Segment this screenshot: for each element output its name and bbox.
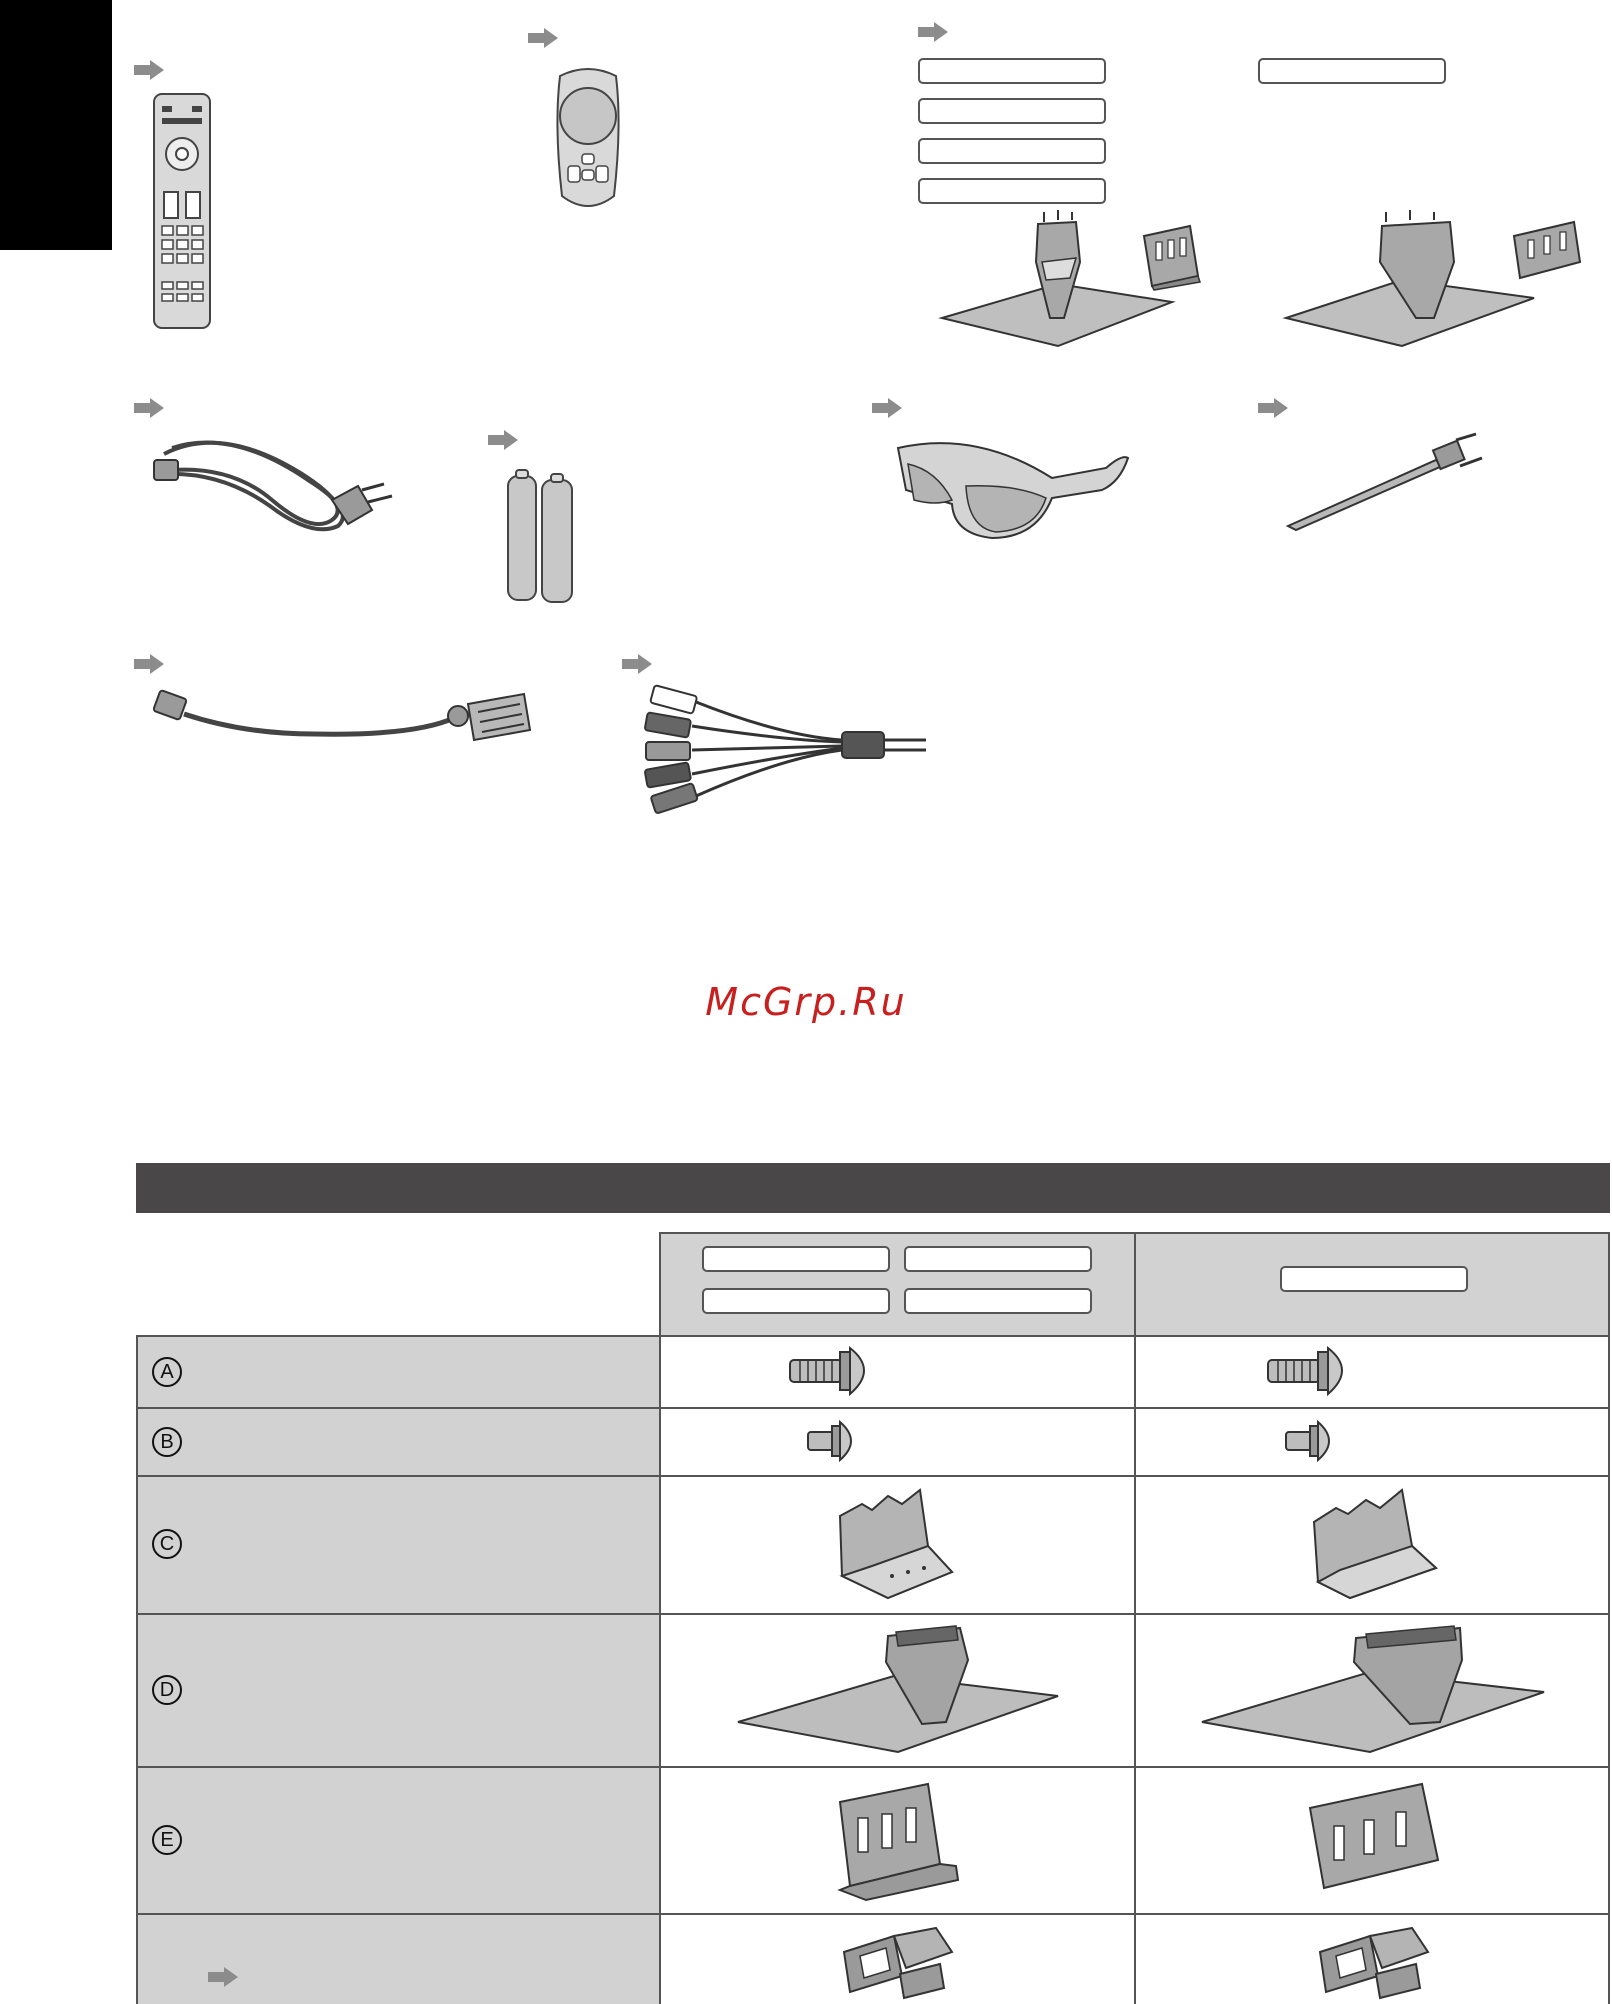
pedestal-d-icon: [736, 1626, 1066, 1756]
screw-a-icon: [788, 1344, 878, 1396]
row-letter-e: E: [152, 1825, 182, 1855]
av-adaptor-icon: [642, 686, 932, 818]
arrow-icon: [622, 654, 654, 674]
model-label-box: [918, 58, 1106, 84]
cover-e-icon: [836, 1780, 962, 1904]
cable-clamp-icon: [1316, 1922, 1436, 2002]
pedestal-cover-icon: [1138, 222, 1204, 288]
mains-lead-icon: [152, 430, 396, 546]
model-label-box: [702, 1288, 890, 1314]
watermark-text: McGrp.Ru: [705, 980, 907, 1024]
arrow-icon: [918, 22, 950, 42]
cover-e-icon: [1306, 1780, 1448, 1898]
model-label-box: [1258, 58, 1446, 84]
scart-adaptor-icon: [154, 690, 534, 762]
touch-pad-icon: [550, 66, 626, 214]
model-label-box: [702, 1246, 890, 1272]
row-letter-d: D: [152, 1675, 182, 1705]
arrow-icon: [134, 60, 166, 80]
row-letter-a: A: [152, 1357, 182, 1387]
arrow-icon: [208, 1967, 240, 1987]
screw-b-icon: [1284, 1420, 1344, 1464]
model-label-box: [1280, 1266, 1468, 1292]
table-header-bar: [136, 1163, 1610, 1213]
arrow-icon: [488, 430, 520, 450]
row-letter-c: C: [152, 1529, 182, 1559]
screw-a-icon: [1266, 1344, 1356, 1396]
model-label-box: [918, 138, 1106, 164]
remote-control-icon: [152, 92, 214, 332]
model-label-box: [918, 178, 1106, 204]
parts-table: [136, 1232, 1610, 2004]
pedestal-d-icon: [1200, 1626, 1550, 1756]
bracket-c-icon: [1310, 1486, 1440, 1606]
label-column: [136, 1336, 660, 2004]
model-label-box: [904, 1288, 1092, 1314]
arrow-icon: [134, 398, 166, 418]
pedestal-icon: [1284, 218, 1544, 350]
cable-clamp-icon: [840, 1922, 960, 2002]
3d-eyewear-icon: [896, 434, 1130, 544]
arrow-icon: [1258, 398, 1290, 418]
model-label-box: [918, 98, 1106, 124]
model-label-box: [904, 1246, 1092, 1272]
arrow-icon: [528, 28, 560, 48]
row-letter-b: B: [152, 1427, 182, 1457]
batteries-icon: [506, 468, 576, 604]
pedestal-cover-icon: [1510, 218, 1584, 284]
section-tab: [0, 0, 112, 250]
arrow-icon: [872, 398, 904, 418]
cable-tie-icon: [1286, 436, 1490, 532]
arrow-icon: [134, 654, 166, 674]
bracket-c-icon: [832, 1486, 956, 1606]
screw-b-icon: [806, 1420, 866, 1464]
